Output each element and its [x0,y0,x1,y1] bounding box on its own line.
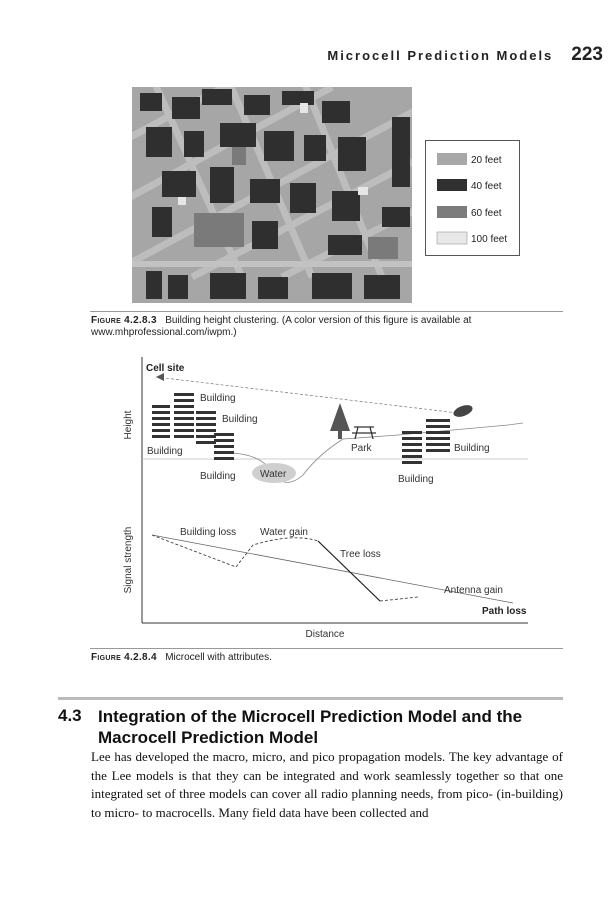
figure-caption [91,315,561,339]
vehicle-icon [452,403,474,419]
figure-caption-text: Building height clustering. (A color version of this figure is available at www.mhprofessional.com/iwpm.) [91,315,472,338]
distance-axis-label: Distance [305,629,345,640]
figure-rule-2 [90,648,563,649]
antenna-gain-label: Antenna gain [444,585,503,596]
running-title: Microcell Prediction Models [327,48,554,63]
figure-rule [90,311,563,312]
section-title: Integration of the Microcell Prediction Model and the Macrocell Prediction Model [98,707,523,747]
figure-caption-label-2: Figure 4.2.8.4 [91,652,157,663]
building-label-2: Building [222,414,258,425]
height-legend [425,140,520,256]
building-block-4 [214,433,234,460]
building-block-2 [174,393,194,438]
legend-label-20ft: 20 feet [471,155,502,166]
legend-swatch-20ft [437,153,467,165]
legend-label-40ft: 40 feet [471,181,502,192]
path-loss-label: Path loss [482,606,527,617]
section-number: 4.3 [58,706,82,725]
building-height-map [132,87,412,303]
building-loss-label: Building loss [180,527,237,538]
building-block-3 [196,411,216,444]
running-header [327,44,603,66]
legend-swatch-100ft [437,232,467,244]
signal-curve [152,535,418,601]
section-paragraph: Lee has developed the macro, micro, and pico propagation models. The key advantage of the Lee models is that they can be integrated and work seamlessly together so that one integrated set of three models can cover all radio planning needs, from pico- (in-building) to micro- to macrocells. Many field data have been collected and [91,749,563,820]
legend-label-60ft: 60 feet [471,208,502,219]
building-block-6 [426,419,450,452]
figure-caption-label: Figure 4.2.8.3 [91,315,157,326]
building-label-6: Building [398,474,434,485]
height-axis-label: Height [123,410,134,440]
building-label-1: Building [200,393,236,404]
page-number: 223 [571,44,603,65]
water-label: Water [260,469,287,480]
tree-icon [330,403,350,431]
legend-swatch-40ft [437,179,467,191]
water-gain-label: Water gain [260,527,308,538]
park-label: Park [351,443,372,454]
building-block-1 [152,405,170,438]
building-label-3: Building [147,446,183,457]
section-rule [58,697,563,700]
building-label-5: Building [454,443,490,454]
building-label-4: Building [200,471,236,482]
signal-axis-label: Signal strength [123,526,134,594]
legend-label-100ft: 100 feet [471,234,508,245]
tree-loss-label: Tree loss [340,549,381,560]
microcell-diagram [118,355,538,645]
figure-caption-text-2: Microcell with attributes. [165,652,272,663]
legend-swatch-60ft [437,206,467,218]
cell-site-label: Cell site [146,363,185,374]
cell-site-icon [156,373,164,381]
figure-caption-2 [91,652,561,664]
